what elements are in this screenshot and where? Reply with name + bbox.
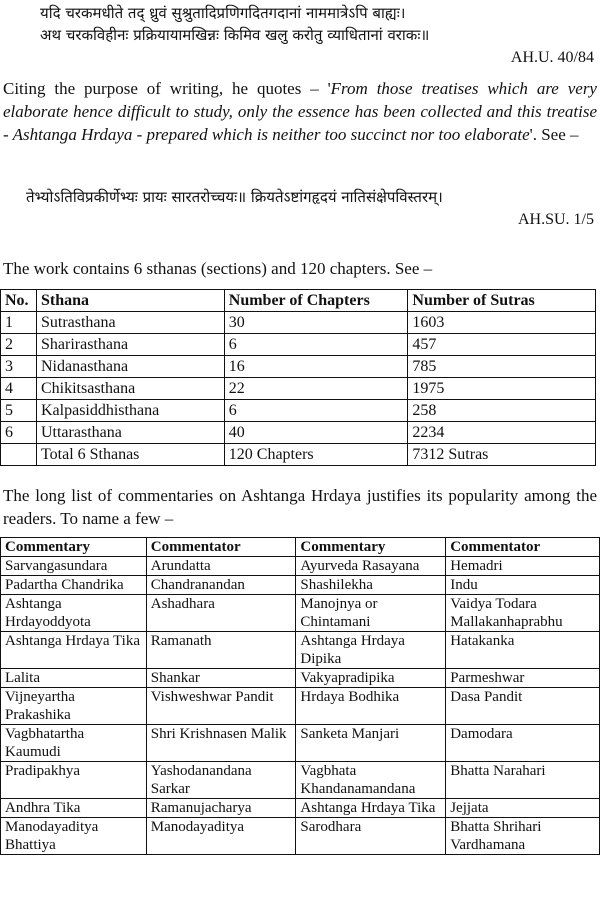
table-cell: Padartha Chandrika (1, 576, 147, 595)
table-cell: Shashilekha (296, 576, 446, 595)
table-cell: Sanketa Manjari (296, 725, 446, 762)
paragraph-purpose (0, 77, 600, 146)
table-cell: Damodara (446, 725, 600, 762)
table-cell: Bhatta Shrihari Vardhamana (446, 818, 600, 855)
column-header: Commentator (446, 538, 600, 557)
table-header-row (1, 290, 596, 312)
verse-reference: AH.SU. 1/5 (517, 211, 594, 228)
table-row (1, 312, 596, 334)
table-cell: 120 Chapters (224, 444, 408, 466)
table-cell: Hatakanka (446, 632, 600, 669)
table-row (1, 595, 600, 632)
table-cell: 785 (408, 356, 596, 378)
table-cell: Nidanasthana (36, 356, 224, 378)
table-cell: 1 (1, 312, 37, 334)
table-cell: 1603 (408, 312, 596, 334)
table-cell: Andhra Tika (1, 799, 147, 818)
table-row (1, 799, 600, 818)
table-cell: 258 (408, 400, 596, 422)
table-cell: 40 (224, 422, 408, 444)
paragraph-sthanas: The work contains 6 sthanas (sections) and 120 chapters. See – (3, 259, 433, 278)
table-cell: Vagbhata Khandanamandana (296, 762, 446, 799)
table-row (1, 669, 600, 688)
table-row (1, 356, 596, 378)
table-cell: Ramanath (146, 632, 296, 669)
table-cell: 1975 (408, 378, 596, 400)
verse-line: अथ चरकविहीनः प्रक्रियायामखिन्नः किमिव खलु करोतु व्याधितानां वराकः॥ (40, 26, 430, 44)
table-cell: Sharirasthana (36, 334, 224, 356)
table-cell: 4 (1, 378, 37, 400)
table-row (1, 576, 600, 595)
table-cell: Vaidya Todara Mallakanhaprabhu (446, 595, 600, 632)
table-cell: Vijneyartha Prakashika (1, 688, 147, 725)
column-header: Commentary (1, 538, 147, 557)
table-row (1, 818, 600, 855)
table-cell: Dasa Pandit (446, 688, 600, 725)
table-cell: 6 (224, 400, 408, 422)
table-cell: Pradipakhya (1, 762, 147, 799)
table-row (1, 378, 596, 400)
table-row (1, 632, 600, 669)
table-cell: Shankar (146, 669, 296, 688)
table-row (1, 334, 596, 356)
table-cell: Indu (446, 576, 600, 595)
table-cell: Sarvangasundara (1, 557, 147, 576)
table-cell: 22 (224, 378, 408, 400)
table-row (1, 725, 600, 762)
column-header: Number of Chapters (224, 290, 408, 312)
table-cell: Ashadhara (146, 595, 296, 632)
table-row (1, 557, 600, 576)
table-cell: Bhatta Narahari (446, 762, 600, 799)
table-cell: Ashtanga Hrdayoddyota (1, 595, 147, 632)
table-cell: 30 (224, 312, 408, 334)
table-cell: Vakyapradipika (296, 669, 446, 688)
table-cell: Kalpasiddhisthana (36, 400, 224, 422)
column-header: Commentary (296, 538, 446, 557)
table-header-row (1, 538, 600, 557)
table-cell: Parmeshwar (446, 669, 600, 688)
table-cell: Yashodanandana Sarkar (146, 762, 296, 799)
column-header: Number of Sutras (408, 290, 596, 312)
table-cell: 6 (224, 334, 408, 356)
commentaries-table (0, 537, 600, 855)
table-cell: 3 (1, 356, 37, 378)
paragraph-text: '. See – (529, 125, 579, 144)
table-cell: Chandranandan (146, 576, 296, 595)
paragraph-text: Citing the purpose of writing, he quotes – ' (3, 79, 331, 98)
column-header: Commentator (146, 538, 296, 557)
table-cell: 7312 Sutras (408, 444, 596, 466)
table-cell (1, 444, 37, 466)
quoted-text: From those treatises which are very elaborate hence difficult to study, only the essence has been collected and this treatise - Ashtanga Hrdaya - prepared which is neither too succinct nor too elaborate (3, 79, 597, 144)
sthana-table (0, 289, 596, 466)
table-cell: 457 (408, 334, 596, 356)
table-cell: Arundatta (146, 557, 296, 576)
table-cell: Total 6 Sthanas (36, 444, 224, 466)
verse-reference: AH.U. 40/84 (510, 49, 594, 66)
column-header: Sthana (36, 290, 224, 312)
table-cell: Ashtanga Hrdaya Tika (1, 632, 147, 669)
table-cell: 5 (1, 400, 37, 422)
table-cell: Vishweshwar Pandit (146, 688, 296, 725)
table-cell: Hemadri (446, 557, 600, 576)
table-row (1, 400, 596, 422)
column-header: No. (1, 290, 37, 312)
table-cell: Sutrasthana (36, 312, 224, 334)
table-cell: Ashtanga Hrdaya Tika (296, 799, 446, 818)
table-cell: Uttarasthana (36, 422, 224, 444)
table-cell: Hrdaya Bodhika (296, 688, 446, 725)
table-cell: 6 (1, 422, 37, 444)
table-cell: Jejjata (446, 799, 600, 818)
paragraph-commentaries: The long list of commentaries on Ashtanga Hrdaya justifies its popularity among the readers. To name a few – (3, 486, 597, 528)
table-cell: Vagbhatartha Kaumudi (1, 725, 147, 762)
table-row (1, 688, 600, 725)
table-cell: Ayurveda Rasayana (296, 557, 446, 576)
table-cell: 2 (1, 334, 37, 356)
table-cell: Shri Krishnasen Malik (146, 725, 296, 762)
table-cell: Manodayaditya (146, 818, 296, 855)
table-cell: Sarodhara (296, 818, 446, 855)
table-cell: 16 (224, 356, 408, 378)
verse-line: यदि चरकमधीते तद् ध्रुवं सुश्रुतादिप्रणिगदितगदानां नाममात्रेऽपि बाह्यः। (40, 4, 406, 22)
table-cell: Manojnya or Chintamani (296, 595, 446, 632)
table-cell: Ramanujacharya (146, 799, 296, 818)
table-row (1, 762, 600, 799)
table-cell: 2234 (408, 422, 596, 444)
sanskrit-verse-1 (40, 2, 600, 46)
table-cell: Lalita (1, 669, 147, 688)
sanskrit-verse-2: तेभ्योऽतिविप्रकीर्णेभ्यः प्रायः सारतरोच्चयः॥ क्रियतेऽष्टांगहृदयं नातिसंक्षेपविस्तरम्। (26, 188, 443, 206)
table-total-row (1, 444, 596, 466)
table-cell: Manodayaditya Bhattiya (1, 818, 147, 855)
table-cell: Chikitsasthana (36, 378, 224, 400)
table-cell: Ashtanga Hrdaya Dipika (296, 632, 446, 669)
table-row (1, 422, 596, 444)
